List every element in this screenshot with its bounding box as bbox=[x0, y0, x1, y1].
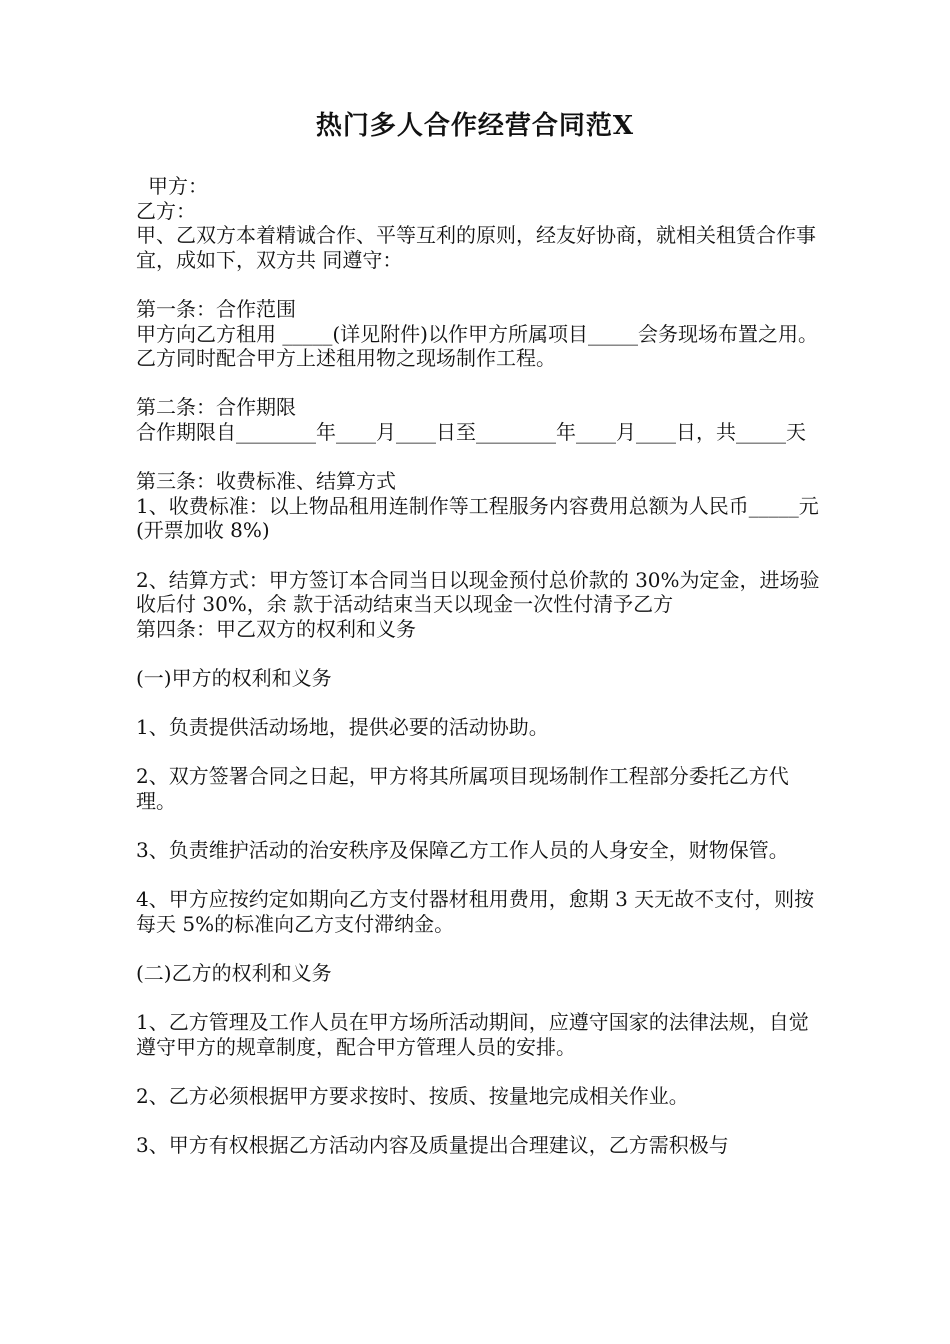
spacer bbox=[136, 445, 826, 470]
article-2-heading: 第二条：合作期限 bbox=[136, 395, 296, 420]
section-b-item: 3、甲方有权根据乙方活动内容及质量提出合理建议，乙方需积极与 bbox=[136, 1133, 729, 1158]
article-1-paragraph: 乙方同时配合甲方上述租用物之现场制作工程。 bbox=[136, 346, 556, 371]
spacer bbox=[136, 1059, 826, 1084]
article-3-heading: 第三条：收费标准、结算方式 bbox=[136, 469, 396, 494]
spacer bbox=[136, 272, 826, 297]
article-1-paragraph: 甲方向乙方租用 _____(详见附件)以作甲方所属项目_____会务现场布置之用。 bbox=[136, 321, 818, 346]
spacer bbox=[136, 543, 826, 568]
section-a-item: 2、双方签署合同之日起，甲方将其所属项目现场制作工程部分委托乙方代理。 bbox=[136, 764, 789, 813]
spacer bbox=[136, 936, 826, 961]
spacer bbox=[136, 1109, 826, 1134]
spacer bbox=[136, 986, 826, 1011]
section-a-item: 4、甲方应按约定如期向乙方支付器材租用费用，愈期 3 天无故不支付，则按每天 5%的标准向乙方支付滞纳金。 bbox=[136, 887, 815, 936]
article-4-heading: 第四条：甲乙双方的权利和义务 bbox=[136, 616, 416, 641]
section-b-item: 2、乙方必须根据甲方要求按时、按质、按量地完成相关作业。 bbox=[136, 1083, 689, 1108]
document-body bbox=[136, 174, 826, 1158]
preamble-paragraph: 甲、乙双方本着精诚合作、平等互利的原则，经友好协商，就相关租赁合作事宜，成如下，双方共 同遵守： bbox=[136, 223, 816, 272]
section-a-heading: (一)甲方的权利和义务 bbox=[136, 665, 332, 690]
spacer bbox=[136, 641, 826, 666]
article-2-paragraph: 合作期限自________年____月____日至________年____月____日，共_____天 bbox=[136, 419, 806, 444]
spacer bbox=[136, 371, 826, 396]
article-1-heading: 第一条：合作范围 bbox=[136, 296, 296, 321]
section-b-heading: (二)乙方的权利和义务 bbox=[136, 961, 332, 985]
party-b-line: 乙方： bbox=[136, 198, 196, 223]
spacer bbox=[136, 740, 826, 765]
spacer bbox=[136, 863, 826, 888]
section-a-item: 1、负责提供活动场地，提供必要的活动协助。 bbox=[136, 715, 549, 740]
section-a-item: 3、负责维护活动的治安秩序及保障乙方工作人员的人身安全，财物保管。 bbox=[136, 838, 789, 863]
party-a-line: 甲方： bbox=[148, 174, 208, 198]
section-b-item: 1、乙方管理及工作人员在甲方场所活动期间，应遵守国家的法律法规，自觉遵守甲方的规章制度，配合甲方管理人员的安排。 bbox=[136, 1010, 809, 1059]
spacer bbox=[136, 813, 826, 838]
article-3-paragraph: 2、结算方式：甲方签订本合同当日以现金预付总价款的 30%为定金，进场验收后付 30%，余 款于活动结束当天以现金一次性付清予乙方 bbox=[136, 567, 820, 617]
spacer bbox=[136, 690, 826, 715]
document-title: 热门多人合作经营合同范X bbox=[315, 111, 635, 141]
article-3-paragraph: 1、收费标准：以上物品租用连制作等工程服务内容费用总额为人民币_____元(开票加收 8%) bbox=[136, 493, 819, 543]
